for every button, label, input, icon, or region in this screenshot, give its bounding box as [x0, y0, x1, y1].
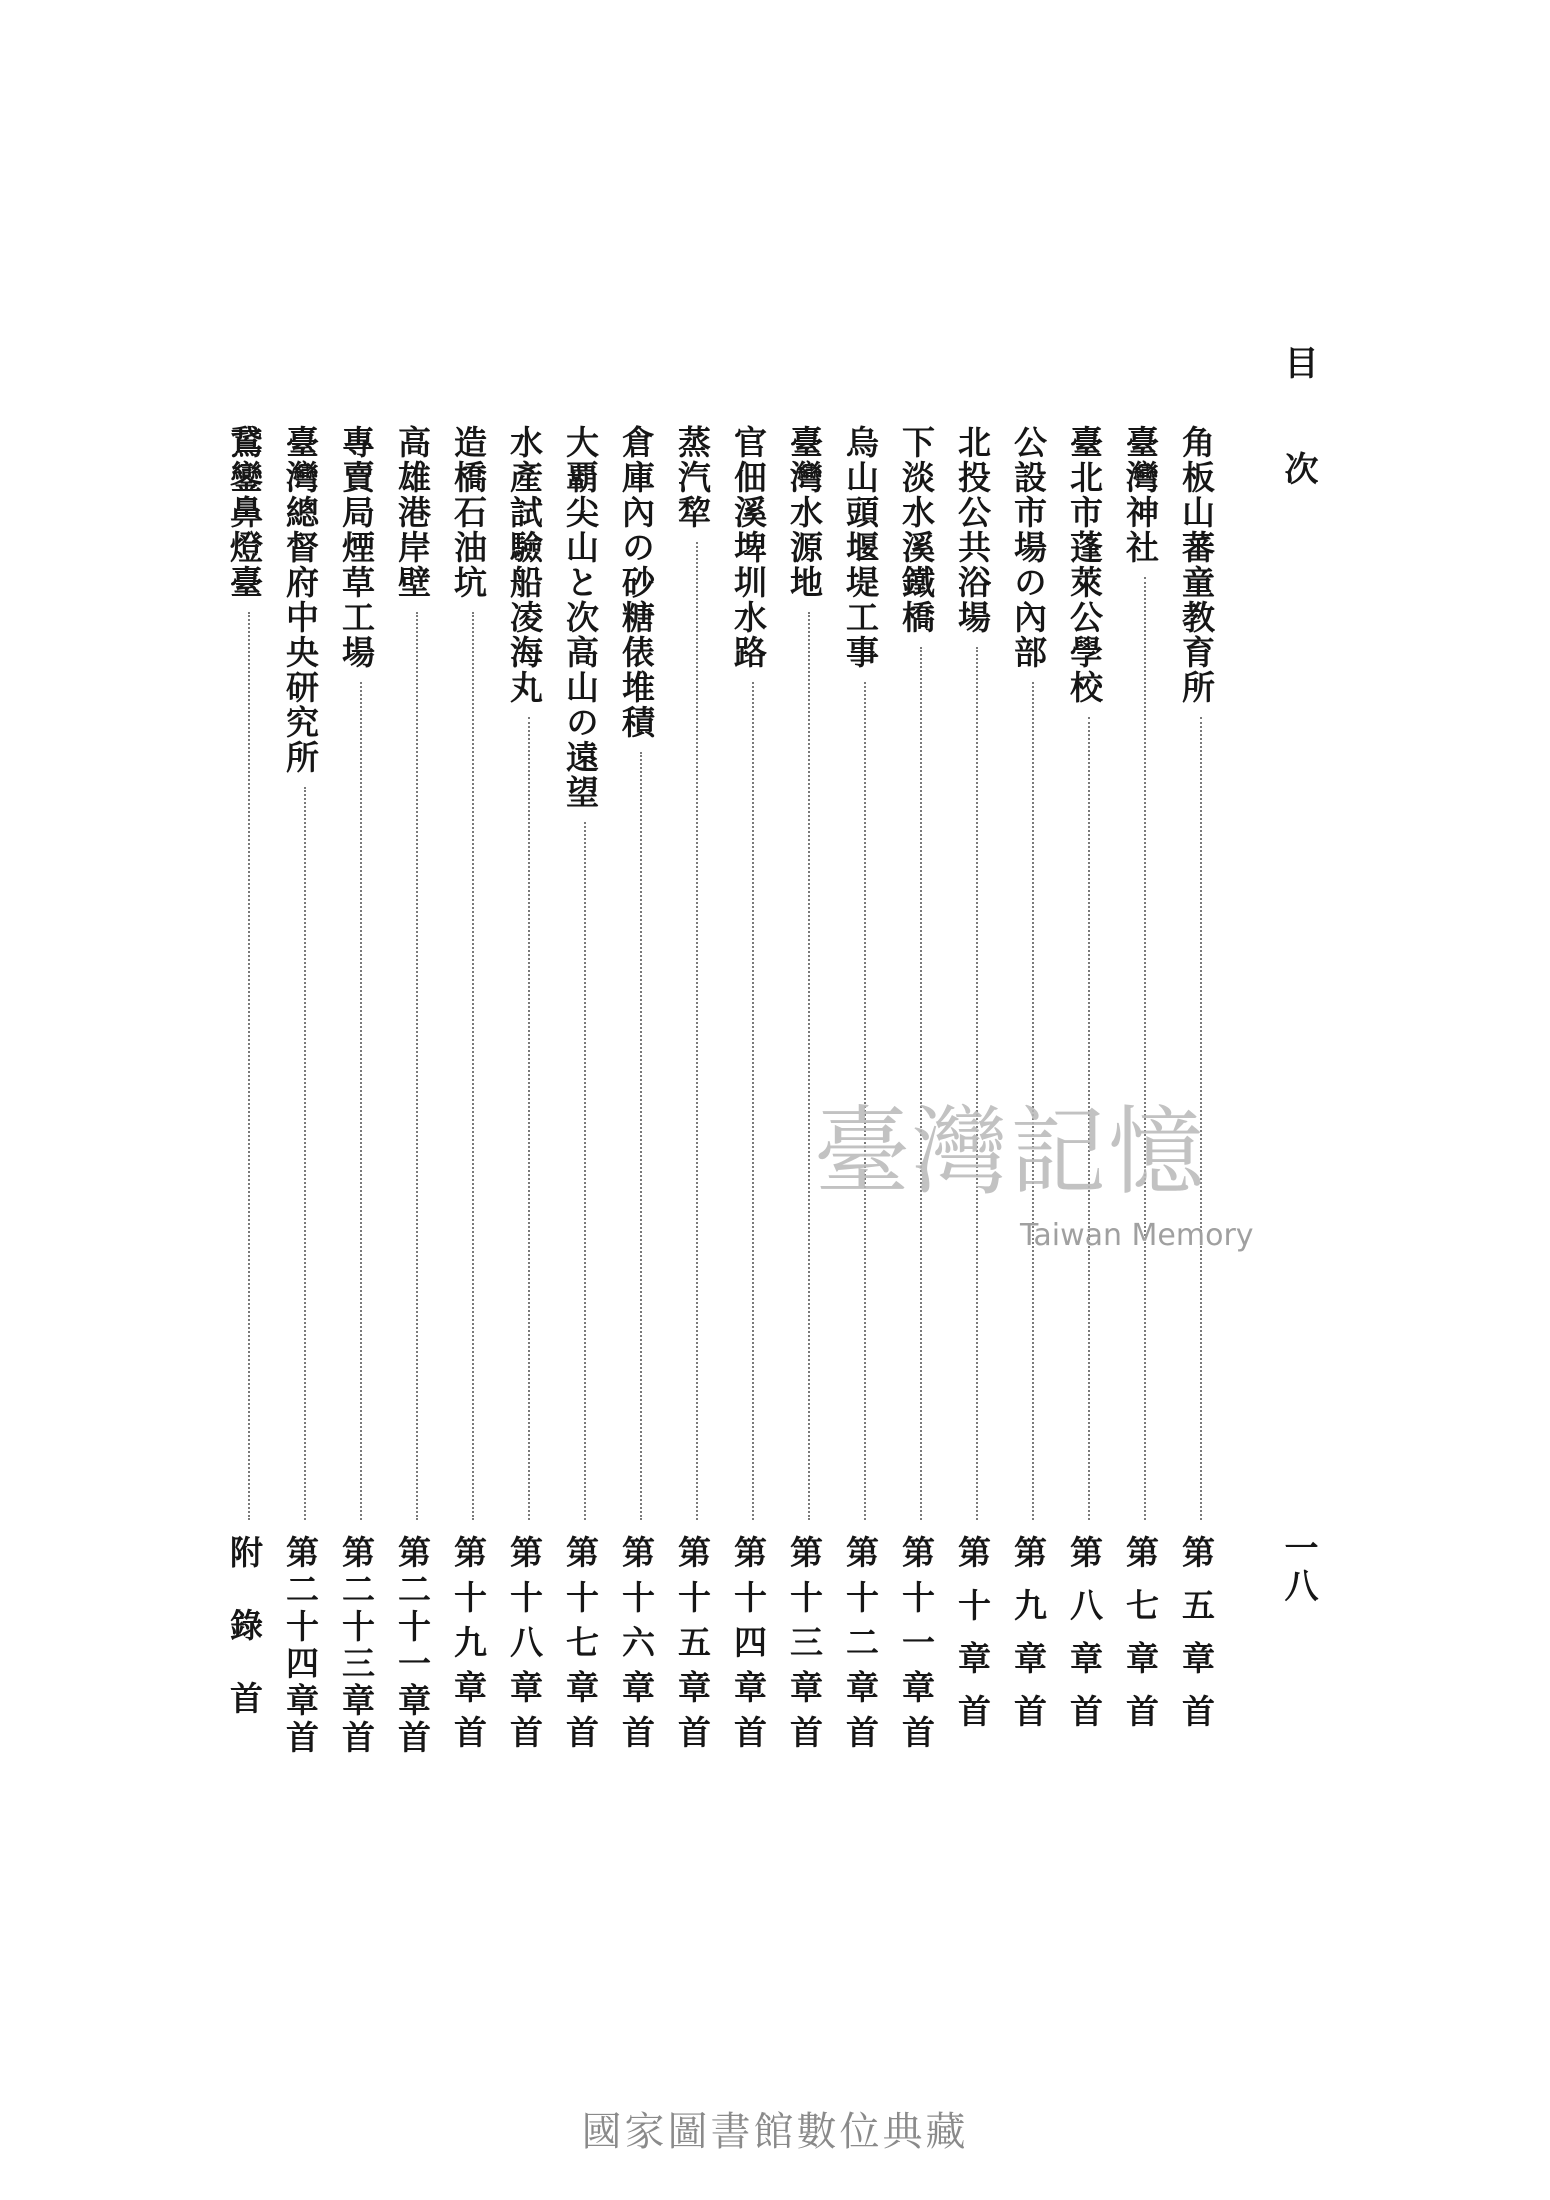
toc-dot-leader: [1144, 577, 1146, 1520]
toc-entry-reference: 第十三章首: [785, 1535, 824, 1760]
watermark-chinese-text: 臺灣記憶: [814, 1096, 1206, 1208]
toc-entry-reference: 第十八章首: [505, 1535, 544, 1760]
toc-entry: [334, 425, 390, 1805]
toc-entry: [446, 425, 502, 1805]
toc-entry-title: 烏山頭堰堤工事: [841, 425, 880, 670]
toc-entry: [614, 425, 670, 1805]
toc-dot-leader: [640, 752, 642, 1520]
toc-dot-leader: [360, 682, 362, 1520]
toc-entry-title: 蒸汽犂: [673, 425, 712, 530]
footer-credit: 國家圖書館數位典藏: [581, 2109, 969, 2155]
toc-entry: [278, 425, 334, 1805]
toc-entry-reference: 第二十四章首: [281, 1535, 320, 1757]
watermark-english-text: Taiwan Memory: [1020, 1218, 1254, 1253]
toc-entry-title: 專賣局煙草工場: [337, 425, 376, 670]
toc-entry-title: 倉庫內の砂糖俵堆積: [617, 425, 656, 740]
toc-entry-reference: 附錄首: [225, 1535, 264, 1754]
toc-dot-leader: [528, 717, 530, 1520]
toc-entry-title: 臺灣神社: [1121, 425, 1160, 565]
toc-dot-leader: [976, 647, 978, 1520]
toc-entry-reference: 第十二章首: [841, 1535, 880, 1760]
toc-dot-leader: [304, 787, 306, 1520]
toc-entry: [502, 425, 558, 1805]
toc-entry-reference: 第二十一章首: [393, 1535, 432, 1757]
toc-entry-title: 臺北市蓬萊公學校: [1065, 425, 1104, 705]
toc-entry-reference: 第十四章首: [729, 1535, 768, 1760]
toc-entry-title: 官佃溪埤圳水路: [729, 425, 768, 670]
toc-dot-leader: [920, 647, 922, 1520]
toc-dot-leader: [416, 612, 418, 1520]
toc-entry-title: 高雄港岸壁: [393, 425, 432, 600]
toc-dot-leader: [248, 612, 250, 1520]
toc-dot-leader: [752, 682, 754, 1520]
toc-entry-reference: 第二十三章首: [337, 1535, 376, 1757]
toc-dot-leader: [472, 612, 474, 1520]
toc-entry-title: 北投公共浴場: [953, 425, 992, 635]
toc-entry-reference: 第七章首: [1121, 1535, 1160, 1747]
toc-entry-reference: 第十九章首: [449, 1535, 488, 1760]
toc-dot-leader: [584, 822, 586, 1520]
toc-dot-leader: [808, 612, 810, 1520]
toc-entry: [390, 425, 446, 1805]
toc-entry-title: 水產試驗船凌海丸: [505, 425, 544, 705]
toc-entry-reference: 第十七章首: [561, 1535, 600, 1760]
toc-dot-leader: [696, 542, 698, 1520]
toc-entry-title: 公設市場の內部: [1009, 425, 1048, 670]
watermark: [770, 1096, 1254, 1270]
toc-entry-title: 角板山蕃童教育所: [1177, 425, 1216, 705]
toc-entry-title: 臺灣總督府中央研究所: [281, 425, 320, 775]
toc-entry-reference: 第十一章首: [897, 1535, 936, 1760]
page-number: 一八: [1278, 1530, 1318, 1606]
toc-entry: [670, 425, 726, 1805]
toc-entry-title: 鵞鑾鼻燈臺: [225, 425, 264, 600]
toc-entry-reference: 第十五章首: [673, 1535, 712, 1760]
toc-entry-title: 下淡水溪鐵橋: [897, 425, 936, 635]
toc-entry: [222, 425, 278, 1805]
toc-entry-title: 造橋石油坑: [449, 425, 488, 600]
toc-entry-reference: 第九章首: [1009, 1535, 1048, 1747]
toc-entry-reference: 第八章首: [1065, 1535, 1104, 1747]
toc-entry-title: 臺灣水源地: [785, 425, 824, 600]
toc-entry-title: 大覇尖山と次高山の遠望: [561, 425, 600, 810]
toc-entry: [558, 425, 614, 1805]
toc-entry-reference: 第十章首: [953, 1535, 992, 1747]
page-title: 目次: [1278, 345, 1318, 557]
toc-entry-reference: 第十六章首: [617, 1535, 656, 1760]
toc-entry-reference: 第五章首: [1177, 1535, 1216, 1747]
